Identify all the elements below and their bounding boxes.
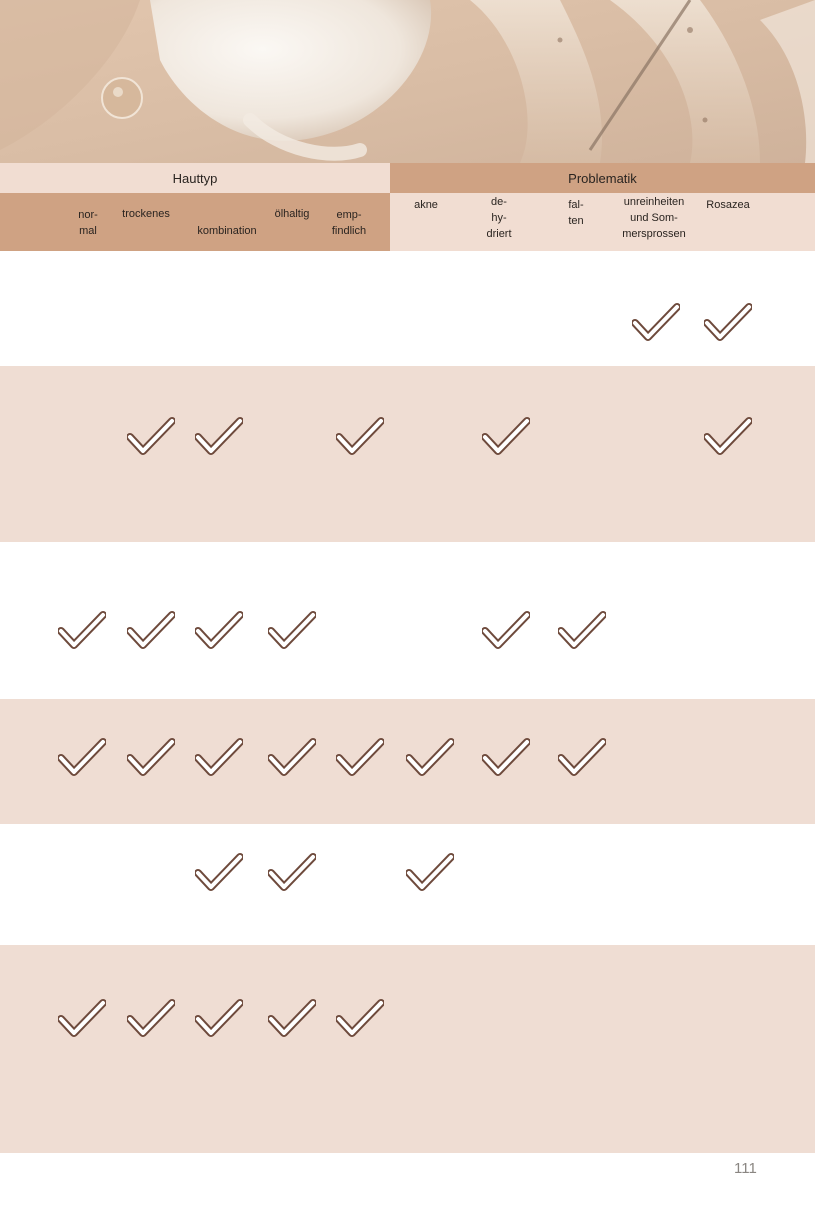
checkmark-icon [482,611,530,649]
table-row [0,542,815,699]
column-header-oelhaltig: ölhaltig [274,208,310,220]
checkmark-icon [127,999,175,1037]
checkmark-icon [58,999,106,1037]
group-header-hauttyp-label: Hauttyp [172,170,218,186]
checkmark-icon [336,999,384,1037]
column-header-falten: fal- ten [568,199,584,227]
column-header-dehydriert: de- hy- driert [486,196,512,240]
checkmark-icon [58,738,106,776]
checkmark-icon [336,417,384,455]
checkmark-icon [268,738,316,776]
checkmark-icon [482,738,530,776]
checkmark-icon [336,738,384,776]
checkmark-icon [195,738,243,776]
group-header-hauttyp [0,163,390,193]
checkmark-icon [127,738,175,776]
checkmark-icon [406,853,454,891]
group-header-problematik [390,163,815,193]
table-row [0,251,815,366]
checkmark-icon [268,853,316,891]
table-row [0,945,815,1153]
column-header-empfindlich: emp- findlich [331,209,367,237]
checkmark-icon [558,738,606,776]
checkmark-icon [127,611,175,649]
page-number: 111 [734,1160,757,1177]
column-header-trockenes: trockenes [122,208,170,220]
checkmark-icon [195,999,243,1037]
column-band-problematik [390,193,815,251]
checkmark-icon [195,417,243,455]
column-header-normal: nor- mal [78,209,98,237]
hero-image [0,0,815,163]
checkmark-icon [58,611,106,649]
checkmark-icon [406,738,454,776]
column-header-akne: akne [414,199,438,211]
checkmark-icon [268,611,316,649]
column-header-unreinheiten: unreinheiten und Som- mersprossen [622,196,686,240]
checkmark-icon [704,303,752,341]
table-row [0,366,815,542]
column-header-rosazea: Rosazea [706,199,750,211]
checkmark-icon [482,417,530,455]
checkmark-icon [704,417,752,455]
checkmark-icon [268,999,316,1037]
checkmark-icon [195,611,243,649]
group-header-problematik-label: Problematik [568,170,637,186]
checkmark-icon [127,417,175,455]
checkmark-icon [558,611,606,649]
column-header-kombination: kombination [197,225,257,237]
checkmark-icon [195,853,243,891]
checkmark-icon [632,303,680,341]
